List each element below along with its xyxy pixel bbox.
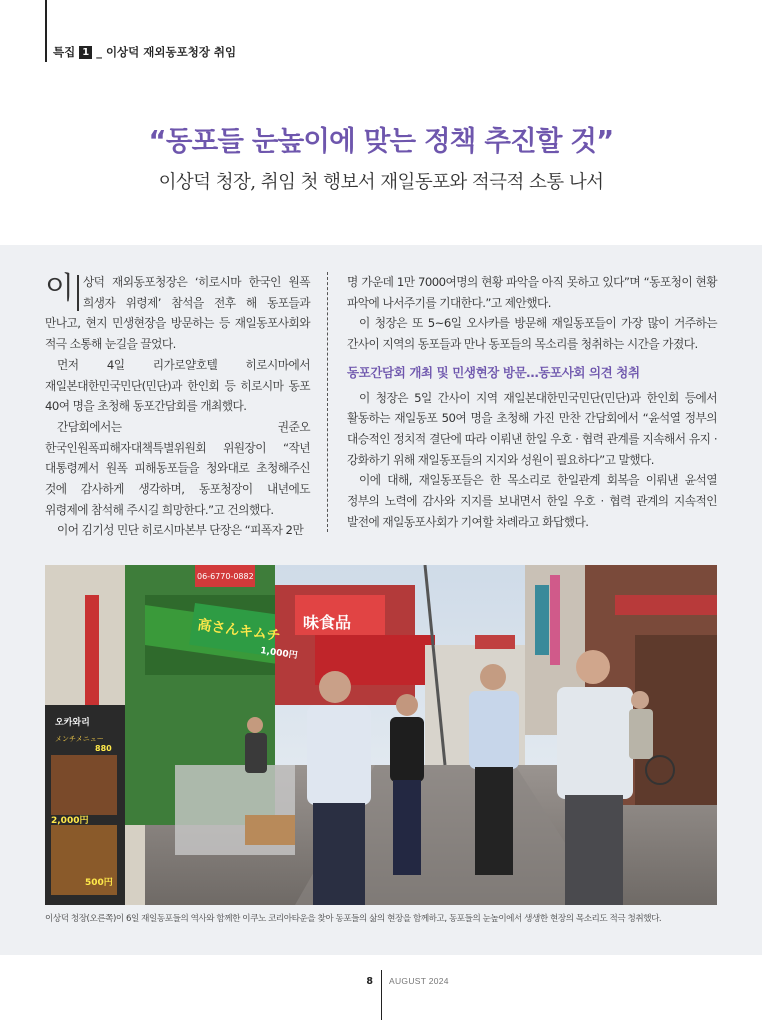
section-title: _ 이상덕 재외동포청장 취임 xyxy=(96,45,237,59)
paragraph: 이 청장은 5일 간사이 지역 재일본대한민국민단(민단)과 한인회 등에서 활동하는 재일동포 50여 명을 초청해 가진 만찬 간담회에서 “윤석열 정부의 대승적인 정치적 결단에 따라 이뤄낸 한일 우호 · 협력 관계를 지속해서 유지 · 강화하기 위해 재일동포들의 지지와 성원이 필요하다”고 말했다. xyxy=(347,390,717,467)
paragraph: 간담회에서는 권준오 한국인원폭피해자대책특별위원회 위원장이 “작년 대통령께서 원폭 피해동포들을 청와대로 초청해주신 것에 감사하게 생각하며, 동포청장이 내년에도 위령제에 참석해 주시길 희망한다.”고 건의했다. xyxy=(45,419,310,517)
top-rule xyxy=(45,0,47,62)
kimchi-sign-text: 高さんキムチ xyxy=(196,617,282,645)
paragraph: 이에 대해, 재일동포들은 한 목소리로 한일관계 회복을 이뤄낸 윤석열 정부의 노력에 감사와 지지를 보내면서 한일 우호 · 협력 관계의 지속적인 발전에 재일동포사회가 기여할 차례라고 화답했다. xyxy=(347,473,717,529)
section-prefix: 특집 xyxy=(53,45,76,59)
paragraph: 명 가운데 1만 7000여명의 현황 파악을 아직 못하고 있다”며 “동포청이 현황 파악에 나서주기를 기대한다.”고 제안했다. xyxy=(347,275,717,310)
subheadline: 이상덕 청장, 취임 첫 행보서 재일동포와 적극적 소통 나서 xyxy=(158,172,604,193)
dropcap: 이 xyxy=(45,272,74,305)
menu-board-subtitle: メンチメニュー xyxy=(55,735,104,743)
section-number: 1 xyxy=(79,46,92,59)
article-left-column xyxy=(45,272,310,541)
menu-price-c: 500円 xyxy=(85,878,113,888)
headline: “동포들 눈높이에 맞는 정책 추진할 것” xyxy=(148,125,614,157)
column-divider xyxy=(327,272,328,532)
issue-date: AUGUST 2024 xyxy=(389,976,449,986)
menu-price-b: 2,000円 xyxy=(51,816,89,826)
dropcap-bar xyxy=(77,275,79,311)
koreatown-photo xyxy=(45,565,717,905)
page-number: 8 xyxy=(366,976,373,987)
kimchi-price-text: 1,000円 xyxy=(259,646,299,662)
paragraph: 먼저 4일 리가로얄호텔 히로시마에서 재일본대한민국민단(민단)과 한인회 등 히로시마 동포 40여 명을 초청해 동포간담회를 개최했다. xyxy=(45,357,310,414)
article-right-column xyxy=(347,272,717,532)
section-label xyxy=(53,44,236,60)
footer-rule xyxy=(381,970,382,1020)
paragraph: 상덕 재외동포청장은 ‘히로시마 한국인 원폭 희생자 위령제’ 참석을 전후 해 동포들과 만나고, 현지 민생현장을 방문하는 등 재일동포사회와 적극 소통해 눈길을 끌었다. xyxy=(45,275,310,352)
shop-sign-text: 味食品 xyxy=(303,613,352,632)
photo-caption: 이상덕 청장(오른쪽)이 6일 재일동포들의 역사와 함께한 이쿠노 코리아타운을 찾아 동포들의 삶의 현장을 함께하고, 동포들의 눈높이에서 생생한 현장의 목소리도 적극 청취했다. xyxy=(45,914,662,924)
article-subheading: 동포간담회 개최 및 민생현장 방문…동포사회 의견 청취 xyxy=(347,364,640,380)
menu-board-title: 오카와리 xyxy=(55,718,90,728)
paragraph: 이 청장은 또 5~6일 오사카를 방문해 재일동포들이 가장 많이 거주하는 간사이 지역의 동포들과 만나 동포들의 목소리를 청취하는 시간을 가졌다. xyxy=(347,316,717,352)
paragraph: 이어 김기성 민단 히로시마본부 단장은 “피폭자 2만 xyxy=(57,523,304,538)
menu-price-a: 880 xyxy=(95,744,112,753)
phone-sign-text: 06-6770-0882 xyxy=(197,572,254,581)
